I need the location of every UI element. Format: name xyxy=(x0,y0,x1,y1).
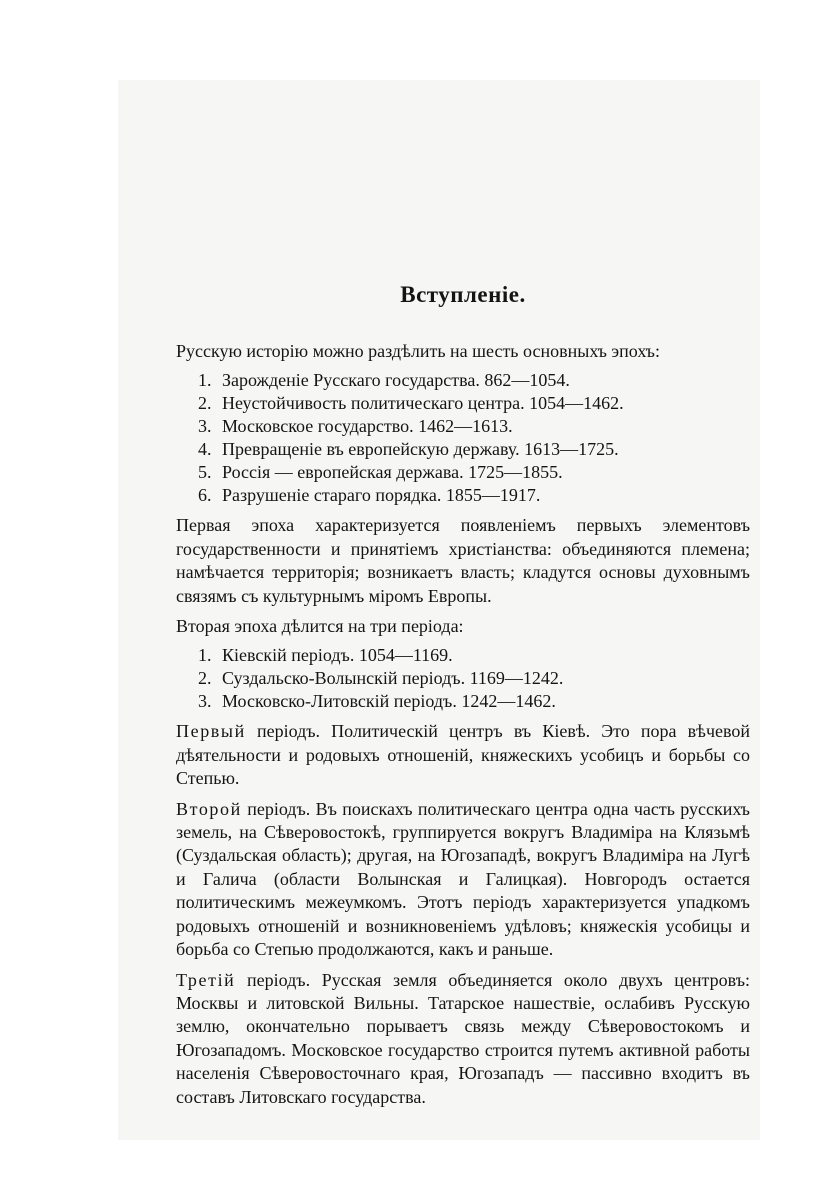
period2-paragraph xyxy=(176,798,750,962)
list-item xyxy=(198,690,750,713)
list-item-number: 1. xyxy=(198,370,212,391)
list-item-number: 6. xyxy=(198,485,212,506)
list-item xyxy=(198,461,750,484)
list-item-number: 2. xyxy=(198,393,212,414)
period2-text: періодъ. Въ поискахъ политическаго центра одна часть русскихъ земель, на Сѣверовостокѣ, группируется вокругъ Владиміра на Клязьмѣ (Суздальская область); другая, на Югозападѣ, вокругъ Владиміра на Лугѣ и Галича (области Волынская и Галицкая). Новгородъ остается политическимъ межеумкомъ. Этотъ періодъ характеризуется упадкомъ родовыхъ отношеній и возникновеніемъ удѣловъ; княжескія усобицы и борьба со Степью продолжаются, какъ и раньше. xyxy=(176,798,750,960)
period1-text: періодъ. Политическій центръ въ Кіевѣ. Это пора вѣчевой дѣятельности и родовыхъ отношеній, княжескихъ усобицъ и борьбы со Степью. xyxy=(176,721,750,789)
period3-label: Третій xyxy=(176,969,236,990)
intro-text: Русскую исторію можно раздѣлить на шесть основныхъ эпохъ: xyxy=(176,341,660,361)
epochs-list xyxy=(176,369,750,507)
period1-paragraph xyxy=(176,720,750,790)
list-item-number: 5. xyxy=(198,462,212,483)
list-item xyxy=(198,369,750,392)
period3-text: періодъ. Русская земля объединяется около двухъ центровъ: Москвы и литовской Вильны. Татарское нашествіе, ослабивъ Русскую землю, окончательно порываетъ связь между Сѣверовостокомъ и Югозападомъ. Московское государство строится путемъ активной работы населенія Сѣверовосточнаго края, Югозападъ — пассивно входитъ въ составъ Литовскаго государства. xyxy=(176,969,750,1107)
list-item xyxy=(198,415,750,438)
list-item-text: Разрушеніе стараго порядка. 1855—1917. xyxy=(222,485,541,506)
list-item xyxy=(198,392,750,415)
list-item-number: 3. xyxy=(198,691,212,712)
list-item-text: Россія — европейская держава. 1725—1855. xyxy=(222,462,563,483)
list-item-number: 1. xyxy=(198,645,212,666)
intro-paragraph xyxy=(176,340,750,363)
list-item-text: Кіевскій періодъ. 1054—1169. xyxy=(222,645,453,666)
list-item-text: Превращеніе въ европейскую державу. 1613—1725. xyxy=(222,439,619,460)
list-item xyxy=(198,667,750,690)
list-item-text: Неустойчивость политическаго центра. 1054—1462. xyxy=(222,393,624,414)
list-item-text: Московско-Литовскій періодъ. 1242—1462. xyxy=(222,691,556,712)
list-item-number: 3. xyxy=(198,416,212,437)
second-epoch-intro: Вторая эпоха дѣлится на три періода: xyxy=(176,616,464,637)
page-title: Вступленіе. xyxy=(400,282,526,307)
list-item-text: Московское государство. 1462—1613. xyxy=(222,416,513,437)
list-item-number: 4. xyxy=(198,439,212,460)
first-epoch-paragraph: Первая эпоха характеризуется появленіемъ первыхъ элементовъ государственности и принятіемъ христіанства: объединяются племена; намѣчается территорія; возникаетъ власть; кладутся основы духовнымъ связямъ съ культурнымъ міромъ Европы. xyxy=(176,515,750,606)
list-item-text: Зарожденіе Русскаго государства. 862—1054. xyxy=(222,370,570,391)
list-item-number: 2. xyxy=(198,668,212,689)
period1-label: Первый xyxy=(176,721,246,742)
list-item xyxy=(198,484,750,507)
period2-label: Второй xyxy=(176,798,242,819)
list-item xyxy=(198,438,750,461)
period3-paragraph xyxy=(176,969,750,1109)
page-content xyxy=(176,280,750,1109)
list-item-text: Суздальско-Волынскій періодъ. 1169—1242. xyxy=(222,668,564,689)
list-item xyxy=(198,644,750,667)
periods-list xyxy=(176,644,750,713)
